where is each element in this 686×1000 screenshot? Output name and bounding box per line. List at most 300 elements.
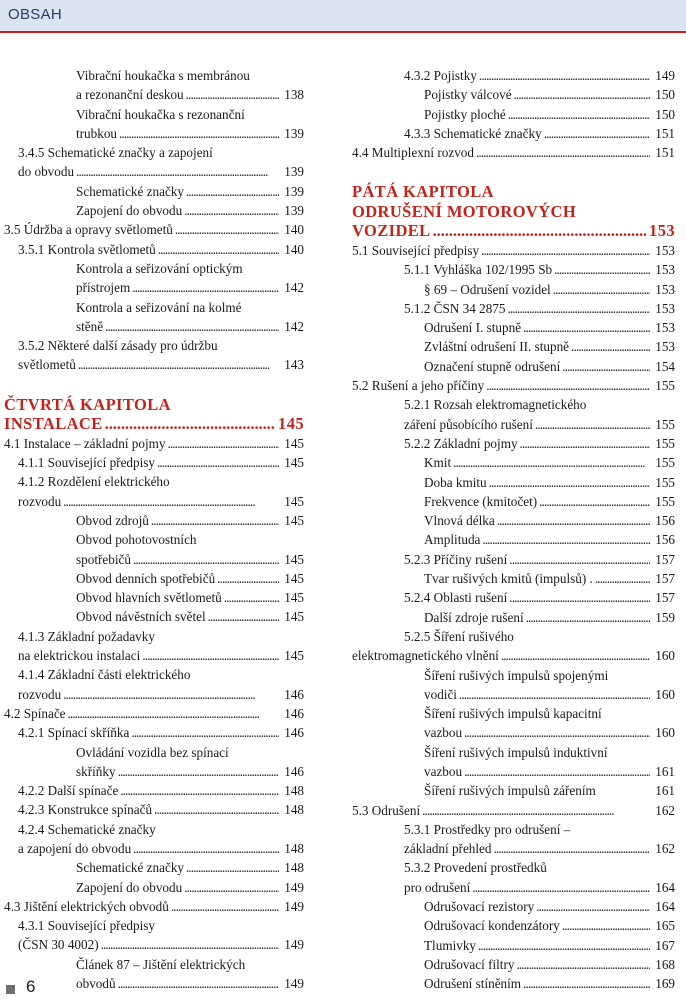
toc-entry-title: přístrojem — [76, 280, 131, 296]
toc-entry — [4, 627, 304, 646]
toc-entry-title: a rezonanční deskou — [76, 87, 184, 103]
toc-entry — [4, 317, 304, 336]
dot-leader — [523, 974, 650, 993]
toc-page-number: 155 — [655, 455, 675, 471]
toc-entry-title: Zapojení do obvodu — [76, 203, 183, 219]
toc-entry-title: Schematické značky — [76, 860, 185, 876]
toc-entry — [352, 723, 675, 742]
toc-entry-title: (ČSN 30 4002) — [18, 937, 99, 953]
toc-entry — [352, 839, 675, 858]
toc-page-number: 145 — [284, 551, 304, 567]
toc-entry — [4, 839, 304, 858]
toc-page-number: 164 — [655, 879, 675, 895]
toc-entry-title: 4.4 Multiplexní rozvod — [352, 145, 474, 161]
toc-entry — [4, 182, 304, 201]
toc-entry — [4, 105, 304, 124]
toc-entry — [4, 511, 304, 530]
toc-entry-title: Doba kmitu — [424, 474, 487, 490]
dot-leader — [142, 646, 279, 665]
dot-leader — [224, 588, 279, 607]
dot-leader — [151, 511, 279, 530]
toc-entry-title: 3.5.1 Kontrola světlometů — [18, 241, 156, 257]
toc-entry-title: 4.1 Instalace – základní pojmy — [4, 435, 166, 451]
toc-entry — [4, 240, 304, 259]
toc-page-number: 150 — [655, 106, 675, 122]
toc-entry-title: Šíření rušivých impulsů kapacitní — [424, 706, 602, 722]
toc-entry — [352, 260, 675, 279]
toc-page-number: 160 — [655, 686, 675, 702]
toc-entry — [4, 588, 304, 607]
dot-leader — [516, 955, 650, 974]
toc-entry — [352, 299, 675, 318]
toc-page-number: 162 — [655, 841, 675, 857]
toc-page-number: 139 — [284, 125, 304, 141]
page-number: 6 — [26, 977, 36, 996]
toc-entry-title: Obvod hlavních světlometů — [76, 590, 222, 606]
dot-leader — [208, 607, 279, 626]
toc-entry — [352, 878, 675, 897]
toc-page-number: 148 — [284, 802, 304, 818]
toc-entry-title: Šíření rušivých impulsů spojenými — [424, 667, 609, 683]
toc-page-number: 145 — [284, 609, 304, 625]
dot-leader — [133, 839, 279, 858]
toc-entry — [352, 916, 675, 935]
toc-entry — [4, 143, 304, 162]
toc-entry-title: 4.3 Jištění elektrických obvodů — [4, 898, 169, 914]
toc-entry-title: 4.1.1 Související předpisy — [18, 455, 155, 471]
toc-entry-title: ODRUŠENÍ MOTOROVÝCH — [352, 201, 577, 221]
toc-entry-title: INSTALACE — [4, 414, 103, 434]
toc-page-number: 168 — [655, 956, 675, 972]
dot-leader — [105, 414, 275, 434]
toc-entry — [352, 897, 675, 916]
dot-leader — [562, 357, 650, 376]
toc-entry-title: 4.3.2 Pojistky — [404, 68, 477, 83]
toc-entry — [352, 646, 675, 665]
toc-entry-title: Vibrační houkačka s membránou — [76, 68, 250, 83]
chapter-heading — [352, 221, 675, 241]
toc-entry-title: Zapojení do obvodu — [76, 879, 183, 895]
toc-page-number: 146 — [284, 725, 304, 741]
toc-page-number: 145 — [284, 570, 304, 586]
dot-leader — [133, 550, 279, 569]
toc-page-number: 140 — [284, 241, 304, 257]
toc-page-number: 161 — [655, 764, 675, 779]
toc-entry-title: Šíření rušivých impulsů zářením — [424, 783, 596, 799]
toc-entry-title: 4.2.3 Konstrukce spínačů — [18, 802, 153, 818]
toc-page-number: 155 — [655, 378, 675, 394]
dot-leader — [482, 530, 650, 549]
toc-entry-title: 5.2.3 Příčiny rušení — [404, 551, 508, 567]
dot-leader — [184, 878, 279, 897]
toc-page-number: 139 — [284, 203, 304, 219]
dot-leader — [544, 124, 650, 143]
section-gap — [4, 375, 304, 395]
dot-leader — [489, 473, 650, 492]
dot-leader — [520, 434, 650, 453]
dot-leader — [168, 434, 280, 453]
toc-entry — [352, 627, 675, 646]
toc-entry — [4, 259, 304, 278]
toc-page-number: 145 — [284, 455, 304, 471]
toc-entry-title: ČTVRTÁ KAPITOLA — [4, 394, 171, 414]
toc-entry — [4, 336, 304, 355]
dot-leader — [536, 897, 650, 916]
toc-entry — [4, 569, 304, 588]
chapter-heading — [352, 202, 675, 222]
toc-entry — [4, 201, 304, 220]
dot-leader — [132, 278, 279, 297]
toc-entry-title: elektromagnetického vlnění — [352, 648, 499, 664]
toc-entry-title: 4.2.1 Spínací skříňka — [18, 725, 130, 741]
dot-leader — [131, 723, 279, 742]
toc-page-number: 162 — [655, 802, 675, 818]
dot-leader — [508, 105, 650, 124]
toc-page-number: 161 — [655, 783, 675, 799]
toc-entry-title: záření působícího rušení — [404, 416, 533, 432]
toc-page-number: 155 — [655, 493, 675, 509]
toc-entry-title: § 69 – Odrušení vozidel — [424, 281, 551, 297]
toc-entry — [352, 318, 675, 337]
toc-entry-title: Článek 87 – Jištění elektrických — [76, 956, 246, 972]
dot-leader — [68, 704, 279, 723]
toc-entry — [352, 762, 675, 781]
toc-entry-title: trubkou — [76, 125, 118, 141]
dot-leader — [63, 685, 279, 704]
toc-entry — [352, 550, 675, 569]
toc-entry — [352, 376, 675, 395]
toc-entry-title: 3.5 Údržba a opravy světlometů — [4, 222, 173, 238]
toc-entry-title: 5.1.1 Vyhláška 102/1995 Sb — [404, 262, 553, 278]
toc-entry — [4, 492, 304, 511]
dot-leader — [119, 124, 279, 143]
toc-entry — [4, 974, 304, 993]
toc-page-number: 153 — [655, 320, 675, 336]
dot-leader — [476, 143, 650, 162]
toc-page-number: 154 — [655, 358, 675, 374]
toc-entry-title: Odrušení stíněním — [424, 976, 522, 992]
toc-page-number: 153 — [655, 300, 675, 316]
toc-entry-title: 4.2.4 Schematické značky — [18, 821, 156, 837]
toc-page-number: 148 — [284, 840, 304, 856]
toc-entry — [4, 858, 304, 877]
dot-leader — [501, 646, 650, 665]
toc-entry — [4, 85, 304, 104]
toc-entry-title: obvodů — [76, 976, 116, 992]
toc-page-number: 156 — [655, 532, 675, 548]
toc-entry — [4, 743, 304, 762]
dot-leader — [562, 916, 650, 935]
toc-entry — [352, 143, 675, 162]
chapter-heading — [352, 182, 675, 202]
toc-page-number: 151 — [655, 125, 675, 141]
dot-leader — [118, 974, 279, 993]
toc-entry-title: do obvodu — [18, 164, 75, 180]
toc-page-number: 149 — [284, 879, 304, 895]
toc-entry — [4, 916, 304, 935]
header-title: OBSAH — [8, 6, 63, 23]
dot-leader — [497, 511, 650, 530]
toc-entry — [352, 743, 675, 762]
toc-entry-title: Odrušovací filtry — [424, 956, 515, 972]
header-rule — [0, 31, 686, 33]
toc-entry-title: 4.2.2 Další spínače — [18, 783, 119, 799]
dot-leader — [478, 936, 650, 955]
dot-leader — [472, 878, 650, 897]
toc-page-number: 145 — [284, 512, 304, 528]
dot-leader — [120, 781, 279, 800]
toc-entry — [4, 665, 304, 684]
toc-page-number: 157 — [655, 590, 675, 606]
section-gap — [352, 162, 675, 182]
toc-entry — [352, 820, 675, 839]
toc-entry — [4, 66, 304, 85]
toc-entry — [4, 162, 304, 181]
toc-page-number: 142 — [284, 280, 304, 296]
dot-leader — [171, 897, 279, 916]
toc-page-number: 155 — [655, 474, 675, 490]
toc-right-column — [352, 66, 675, 994]
toc-page-number: 153 — [655, 281, 675, 297]
toc-entry-title: na elektrickou instalaci — [18, 648, 141, 664]
toc-entry — [4, 278, 304, 297]
toc-entry-title: spotřebičů — [76, 551, 131, 567]
toc-entry — [4, 781, 304, 800]
toc-entry-title: Kontrola a seřizování optickým — [76, 260, 243, 276]
toc-entry — [352, 530, 675, 549]
toc-page-number: 146 — [284, 686, 304, 702]
toc-entry-title: pro odrušení — [404, 879, 471, 895]
toc-entry-title: Obvod pohotovostních — [76, 532, 197, 548]
dot-leader — [509, 588, 650, 607]
dot-leader — [175, 220, 279, 239]
toc-entry-title: 3.5.2 Některé další zásady pro údržbu — [18, 338, 218, 354]
dot-leader — [507, 299, 650, 318]
toc-entry — [4, 762, 304, 781]
dot-leader — [158, 240, 279, 259]
toc-entry — [4, 453, 304, 472]
toc-page-number: 156 — [655, 513, 675, 529]
toc-entry-title: PÁTÁ KAPITOLA — [352, 182, 494, 202]
toc-page-number: 148 — [284, 783, 304, 799]
toc-entry-title: Tlumivky — [424, 937, 477, 953]
toc-entry-title: 5.3.1 Prostředky pro odrušení – — [404, 821, 571, 837]
toc-entry-title: Pojistky ploché — [424, 106, 506, 122]
toc-entry — [352, 511, 675, 530]
toc-entry-title: Kmit — [424, 455, 452, 471]
toc-entry-title: Odrušovací rezistory — [424, 899, 535, 915]
toc-entry-title: Další zdroje rušení — [424, 609, 524, 625]
toc-page-number: 155 — [655, 435, 675, 451]
toc-entry — [352, 395, 675, 414]
toc-entry — [352, 974, 675, 993]
toc-entry — [352, 473, 675, 492]
toc-entry — [4, 800, 304, 819]
toc-entry-title: Vibrační houkačka s rezonanční — [76, 106, 245, 122]
toc-entry-title: Označení stupně odrušení — [424, 358, 561, 374]
toc-entry-title: Obvod zdrojů — [76, 512, 149, 528]
toc-entry-title: 5.2.4 Oblasti rušení — [404, 590, 508, 606]
dot-leader — [78, 355, 279, 374]
toc-entry-title: 4.2 Spínače — [4, 705, 66, 721]
toc-page-number: 149 — [284, 898, 304, 914]
toc-page-number: 142 — [284, 318, 304, 334]
toc-page-number: 148 — [284, 860, 304, 876]
toc-entry — [352, 704, 675, 723]
toc-page-number: 138 — [284, 87, 304, 103]
toc-entry-title: Šíření rušivých impulsů induktivní — [424, 744, 608, 760]
toc-entry-title: základní přehled — [404, 841, 492, 857]
toc-entry-title: a zapojení do obvodu — [18, 840, 132, 856]
toc-entry-title: 4.1.4 Základní části elektrického — [18, 667, 191, 683]
toc-page-number: 153 — [655, 262, 675, 278]
dot-leader — [464, 723, 650, 742]
toc-page-number: 145 — [284, 648, 304, 664]
dot-leader — [101, 935, 279, 954]
toc-entry — [4, 298, 304, 317]
toc-entry-title: rozvodu — [18, 493, 62, 509]
dot-leader — [554, 260, 650, 279]
toc-entry-title: 4.3.1 Související předpisy — [18, 918, 155, 934]
dot-leader — [481, 241, 650, 260]
toc-entry-title: stěně — [76, 318, 104, 334]
toc-entry — [352, 85, 675, 104]
toc-entry — [4, 685, 304, 704]
toc-entry-title: 5.2.2 Základní pojmy — [404, 435, 518, 451]
toc-entry-title: 5.1 Související předpisy — [352, 242, 480, 258]
toc-entry-title: Odrušovací kondenzátory — [424, 918, 560, 934]
toc-page-number: 145 — [284, 493, 304, 509]
toc-page-number: 164 — [655, 899, 675, 915]
dot-leader — [514, 85, 650, 104]
toc-page-number: 143 — [284, 357, 304, 373]
toc-entry-title: 4.1.3 Základní požadavky — [18, 628, 155, 644]
toc-entry-title: 5.3 Odrušení — [352, 802, 421, 818]
toc-entry — [352, 608, 675, 627]
toc-entry — [4, 124, 304, 143]
toc-entry — [352, 569, 675, 588]
toc-entry — [352, 337, 675, 356]
toc-entry — [352, 434, 675, 453]
toc-entry — [352, 588, 675, 607]
dot-leader — [526, 608, 650, 627]
dot-leader — [422, 801, 650, 820]
dot-leader — [186, 182, 279, 201]
toc-entry-title: 4.1.2 Rozdělení elektrického — [18, 474, 170, 490]
dot-leader — [494, 839, 650, 858]
toc-entry — [4, 955, 304, 974]
dot-leader — [184, 201, 279, 220]
toc-entry — [4, 723, 304, 742]
toc-entry — [352, 955, 675, 974]
dot-leader — [63, 492, 279, 511]
toc-page-number: 145 — [278, 414, 304, 434]
toc-page-number: 153 — [649, 221, 675, 241]
dot-leader — [118, 762, 279, 781]
toc-entry-title: vazbou — [424, 725, 463, 741]
toc-entry — [4, 897, 304, 916]
toc-entry — [352, 453, 675, 472]
toc-entry-title: Tvar rušivých kmitů (impulsů) . — [424, 571, 593, 587]
chapter-heading — [4, 414, 304, 434]
toc-page-number: 153 — [655, 339, 675, 355]
toc-entry — [4, 607, 304, 626]
toc-entry-title: Obvod návěstních světel — [76, 609, 206, 625]
toc-entry — [352, 936, 675, 955]
toc-page-number: 157 — [655, 571, 675, 587]
dot-leader — [157, 453, 279, 472]
toc-entry-title: Kontrola a seřizování na kolmé — [76, 299, 242, 315]
toc-entry — [4, 646, 304, 665]
toc-entry-title: rozvodu — [18, 686, 62, 702]
dot-leader — [105, 317, 279, 336]
chapter-heading — [4, 395, 304, 415]
toc-entry — [4, 820, 304, 839]
toc-entry-title: Frekvence (kmitočet) — [424, 493, 538, 509]
toc-page-number: 160 — [655, 648, 675, 664]
toc-entry — [4, 355, 304, 374]
toc-page-number: 160 — [655, 725, 675, 741]
toc-entry-title: vazbou — [424, 764, 463, 779]
toc-entry — [352, 105, 675, 124]
dot-leader — [571, 337, 650, 356]
toc-entry-title: 5.2 Rušení a jeho příčiny — [352, 378, 485, 394]
toc-entry-title: světlometů — [18, 357, 76, 373]
toc-entry — [4, 472, 304, 491]
toc-entry — [4, 550, 304, 569]
dot-leader — [479, 66, 650, 85]
toc-page-number: 149 — [284, 976, 304, 992]
toc-entry-title: Obvod denních spotřebičů — [76, 570, 216, 586]
toc-entry — [4, 220, 304, 239]
toc-page-number: 146 — [284, 763, 304, 779]
toc-entry-title: Ovládání vozidla bez spínací — [76, 744, 229, 760]
toc-entry — [352, 858, 675, 877]
dot-leader — [453, 453, 650, 472]
toc-page-number: 149 — [655, 68, 675, 83]
toc-page-number: 167 — [655, 937, 675, 953]
toc-entry-title: Schematické značky — [76, 183, 185, 199]
toc-entry — [352, 280, 675, 299]
toc-entry — [4, 530, 304, 549]
toc-page-number: 139 — [284, 183, 304, 199]
dot-leader — [523, 318, 650, 337]
toc-entry-title: 4.3.3 Schematické značky — [404, 125, 542, 141]
toc-entry — [352, 66, 675, 85]
toc-entry — [352, 124, 675, 143]
toc-entry-title: Odrušení I. stupně — [424, 320, 522, 336]
dot-leader — [553, 280, 650, 299]
dot-leader — [186, 858, 279, 877]
dot-leader — [76, 162, 279, 181]
toc-entry — [352, 241, 675, 260]
toc-entry-title: 5.2.1 Rozsah elektromagnetického — [404, 397, 587, 413]
toc-page-number: 146 — [284, 705, 304, 721]
dot-leader — [433, 221, 646, 241]
toc-page-number: 150 — [655, 87, 675, 103]
toc-entry-title: 3.4.5 Schematické značky a zapojení — [18, 145, 213, 161]
dot-leader — [595, 569, 650, 588]
toc-entry-title: Vlnová délka — [424, 513, 495, 529]
toc-page-number: 140 — [284, 222, 304, 238]
toc-entry-title: Amplituda — [424, 532, 481, 548]
toc-entry-title: Pojistky válcové — [424, 87, 512, 103]
toc-entry-title: 5.1.2 ČSN 34 2875 — [404, 300, 506, 316]
dot-leader — [539, 492, 650, 511]
toc-page-number: 145 — [284, 435, 304, 451]
toc-entry — [352, 666, 675, 685]
dot-leader — [459, 685, 650, 704]
